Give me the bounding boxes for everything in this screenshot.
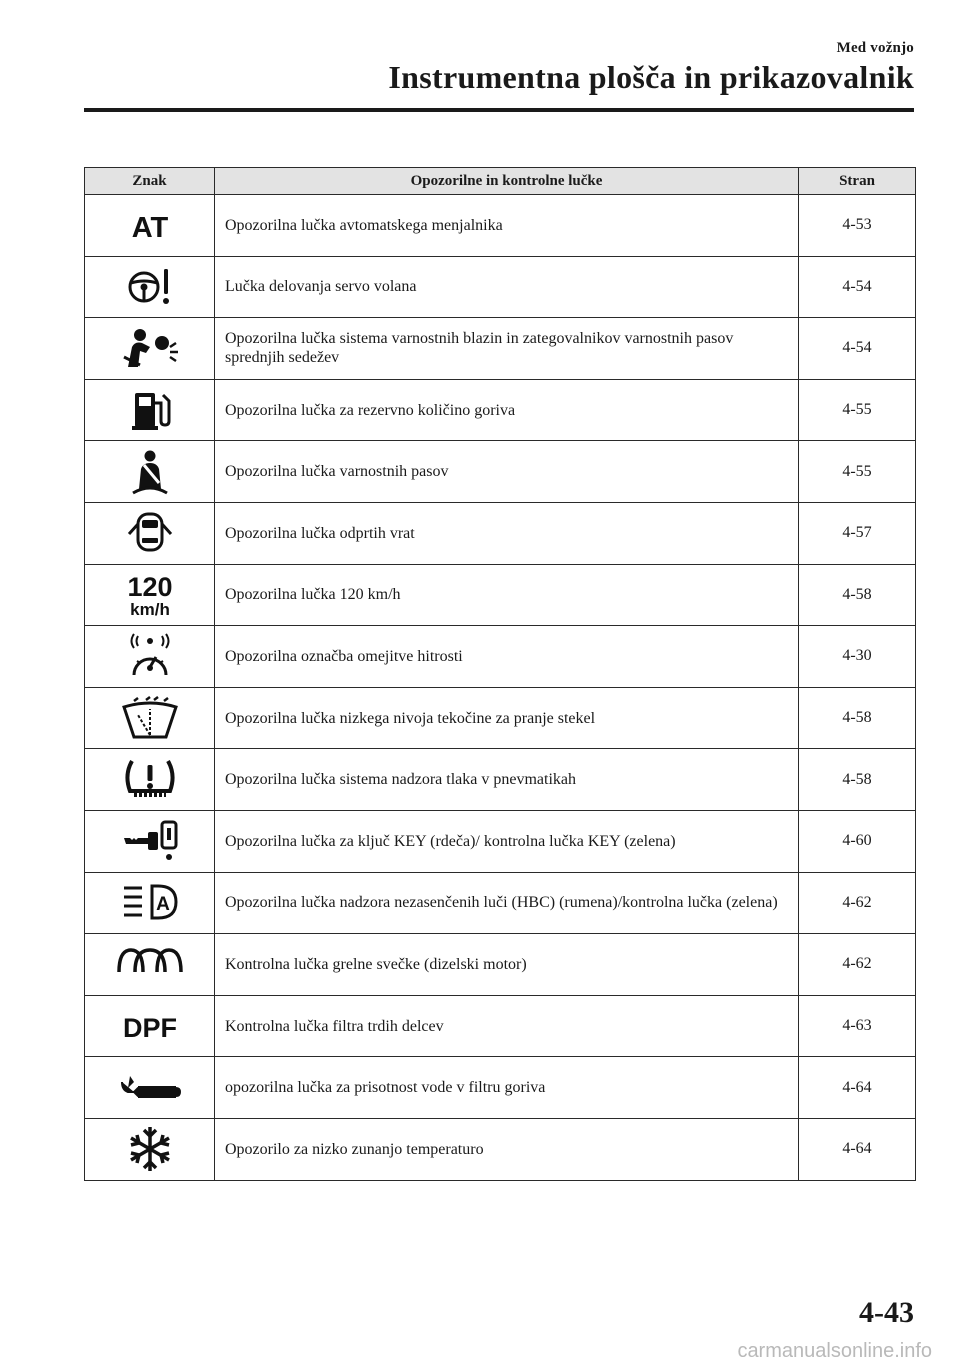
description-cell: Lučka delovanja servo volana bbox=[215, 256, 799, 318]
water-in-fuel-icon bbox=[118, 1068, 182, 1108]
svg-text:AT: AT bbox=[131, 212, 168, 245]
page-ref-cell: 4-55 bbox=[799, 379, 916, 441]
watermark: carmanualsonline.info bbox=[737, 1340, 932, 1362]
seat-belt-icon bbox=[125, 449, 175, 495]
table-row bbox=[85, 872, 916, 934]
symbol-cell bbox=[85, 995, 215, 1057]
svg-text:A: A bbox=[155, 893, 170, 915]
symbol-cell bbox=[85, 256, 215, 318]
table-row bbox=[85, 995, 916, 1057]
symbol-cell bbox=[85, 441, 215, 503]
page-ref-cell: 4-53 bbox=[799, 195, 916, 257]
symbol-cell bbox=[85, 687, 215, 749]
symbol-cell bbox=[85, 872, 215, 934]
svg-text:120: 120 bbox=[126, 571, 173, 602]
table-row bbox=[85, 564, 916, 626]
description-cell: Opozorilna lučka nadzora nezasenčenih luči (HBC) (rumena)/kontrolna lučka (zelena) bbox=[215, 872, 799, 934]
description-cell: Opozorilna lučka 120 km/h bbox=[215, 564, 799, 626]
warning-lights-table bbox=[84, 167, 916, 1181]
section-title: Med vožnjo bbox=[836, 40, 914, 56]
column-header-page: Stran bbox=[799, 168, 916, 195]
symbol-cell bbox=[85, 502, 215, 564]
hbc-icon bbox=[118, 880, 182, 926]
table-row bbox=[85, 441, 916, 503]
svg-text:DPF: DPF bbox=[122, 1013, 177, 1044]
page-ref-cell: 4-57 bbox=[799, 502, 916, 564]
page-ref-cell: 4-64 bbox=[799, 1057, 916, 1119]
table-row bbox=[85, 1118, 916, 1180]
description-cell: Kontrolna lučka grelne svečke (dizelski motor) bbox=[215, 934, 799, 996]
table-row bbox=[85, 687, 916, 749]
speed-limit-icon bbox=[122, 633, 178, 679]
description-cell: Opozorilna označba omejitve hitrosti bbox=[215, 626, 799, 688]
header-rule bbox=[84, 108, 914, 112]
door-open-icon bbox=[122, 510, 178, 556]
table-row bbox=[85, 379, 916, 441]
page-ref-cell: 4-63 bbox=[799, 995, 916, 1057]
page-ref-cell: 4-62 bbox=[799, 872, 916, 934]
page-ref-cell: 4-58 bbox=[799, 564, 916, 626]
table-row bbox=[85, 318, 916, 380]
fuel-pump-icon bbox=[125, 387, 175, 433]
description-cell: Kontrolna lučka filtra trdih delcev bbox=[215, 995, 799, 1057]
symbol-cell bbox=[85, 195, 215, 257]
description-cell: Opozorilna lučka varnostnih pasov bbox=[215, 441, 799, 503]
description-cell: Opozorilna lučka za ključ KEY (rdeča)/ kontrolna lučka KEY (zelena) bbox=[215, 810, 799, 872]
dpf-icon bbox=[115, 1006, 185, 1046]
table-row bbox=[85, 256, 916, 318]
description-cell: Opozorilo za nizko zunanjo temperaturo bbox=[215, 1118, 799, 1180]
symbol-cell bbox=[85, 1057, 215, 1119]
page-ref-cell: 4-62 bbox=[799, 934, 916, 996]
svg-text:km/h: km/h bbox=[129, 599, 170, 619]
page-ref-cell: 4-30 bbox=[799, 626, 916, 688]
table-row bbox=[85, 195, 916, 257]
description-cell: Opozorilna lučka avtomatskega menjalnika bbox=[215, 195, 799, 257]
symbol-cell bbox=[85, 318, 215, 380]
page-ref-cell: 4-58 bbox=[799, 687, 916, 749]
table-row bbox=[85, 749, 916, 811]
airbag-icon bbox=[118, 325, 182, 371]
speed-120-icon bbox=[120, 571, 180, 619]
glow-plug-icon bbox=[115, 942, 185, 986]
table-row bbox=[85, 502, 916, 564]
description-cell: Opozorilna lučka odprtih vrat bbox=[215, 502, 799, 564]
table-row bbox=[85, 934, 916, 996]
column-header-symbol: Znak bbox=[85, 168, 215, 195]
page-ref-cell: 4-60 bbox=[799, 810, 916, 872]
symbol-cell bbox=[85, 379, 215, 441]
description-cell: Opozorilna lučka nizkega nivoja tekočine za pranje stekel bbox=[215, 687, 799, 749]
symbol-cell bbox=[85, 626, 215, 688]
snowflake-icon bbox=[125, 1124, 175, 1174]
power-steering-icon bbox=[120, 265, 180, 309]
description-cell: Opozorilna lučka sistema varnostnih blazin in zategovalnikov varnostnih pasov sprednjih sedežev bbox=[215, 318, 799, 380]
page-ref-cell: 4-54 bbox=[799, 256, 916, 318]
page-ref-cell: 4-58 bbox=[799, 749, 916, 811]
table-row bbox=[85, 810, 916, 872]
page-ref-cell: 4-64 bbox=[799, 1118, 916, 1180]
table-row bbox=[85, 1057, 916, 1119]
symbol-cell bbox=[85, 1118, 215, 1180]
column-header-description: Opozorilne in kontrolne lučke bbox=[215, 168, 799, 195]
page-number: 4-43 bbox=[859, 1296, 914, 1329]
symbol-cell bbox=[85, 749, 215, 811]
washer-fluid-icon bbox=[118, 695, 182, 741]
page-ref-cell: 4-55 bbox=[799, 441, 916, 503]
page-header bbox=[388, 40, 914, 96]
table-header-row bbox=[85, 168, 916, 195]
description-cell: Opozorilna lučka za rezervno količino goriva bbox=[215, 379, 799, 441]
tire-pressure-icon bbox=[118, 755, 182, 805]
key-icon bbox=[118, 818, 182, 864]
description-cell: Opozorilna lučka sistema nadzora tlaka v pnevmatikah bbox=[215, 749, 799, 811]
page-title: Instrumentna plošča in prikazovalnik bbox=[388, 59, 914, 95]
symbol-cell bbox=[85, 564, 215, 626]
page-ref-cell: 4-54 bbox=[799, 318, 916, 380]
description-cell: opozorilna lučka za prisotnost vode v filtru goriva bbox=[215, 1057, 799, 1119]
table-row bbox=[85, 626, 916, 688]
symbol-cell bbox=[85, 810, 215, 872]
at-transmission-icon bbox=[120, 205, 180, 245]
symbol-cell bbox=[85, 934, 215, 996]
